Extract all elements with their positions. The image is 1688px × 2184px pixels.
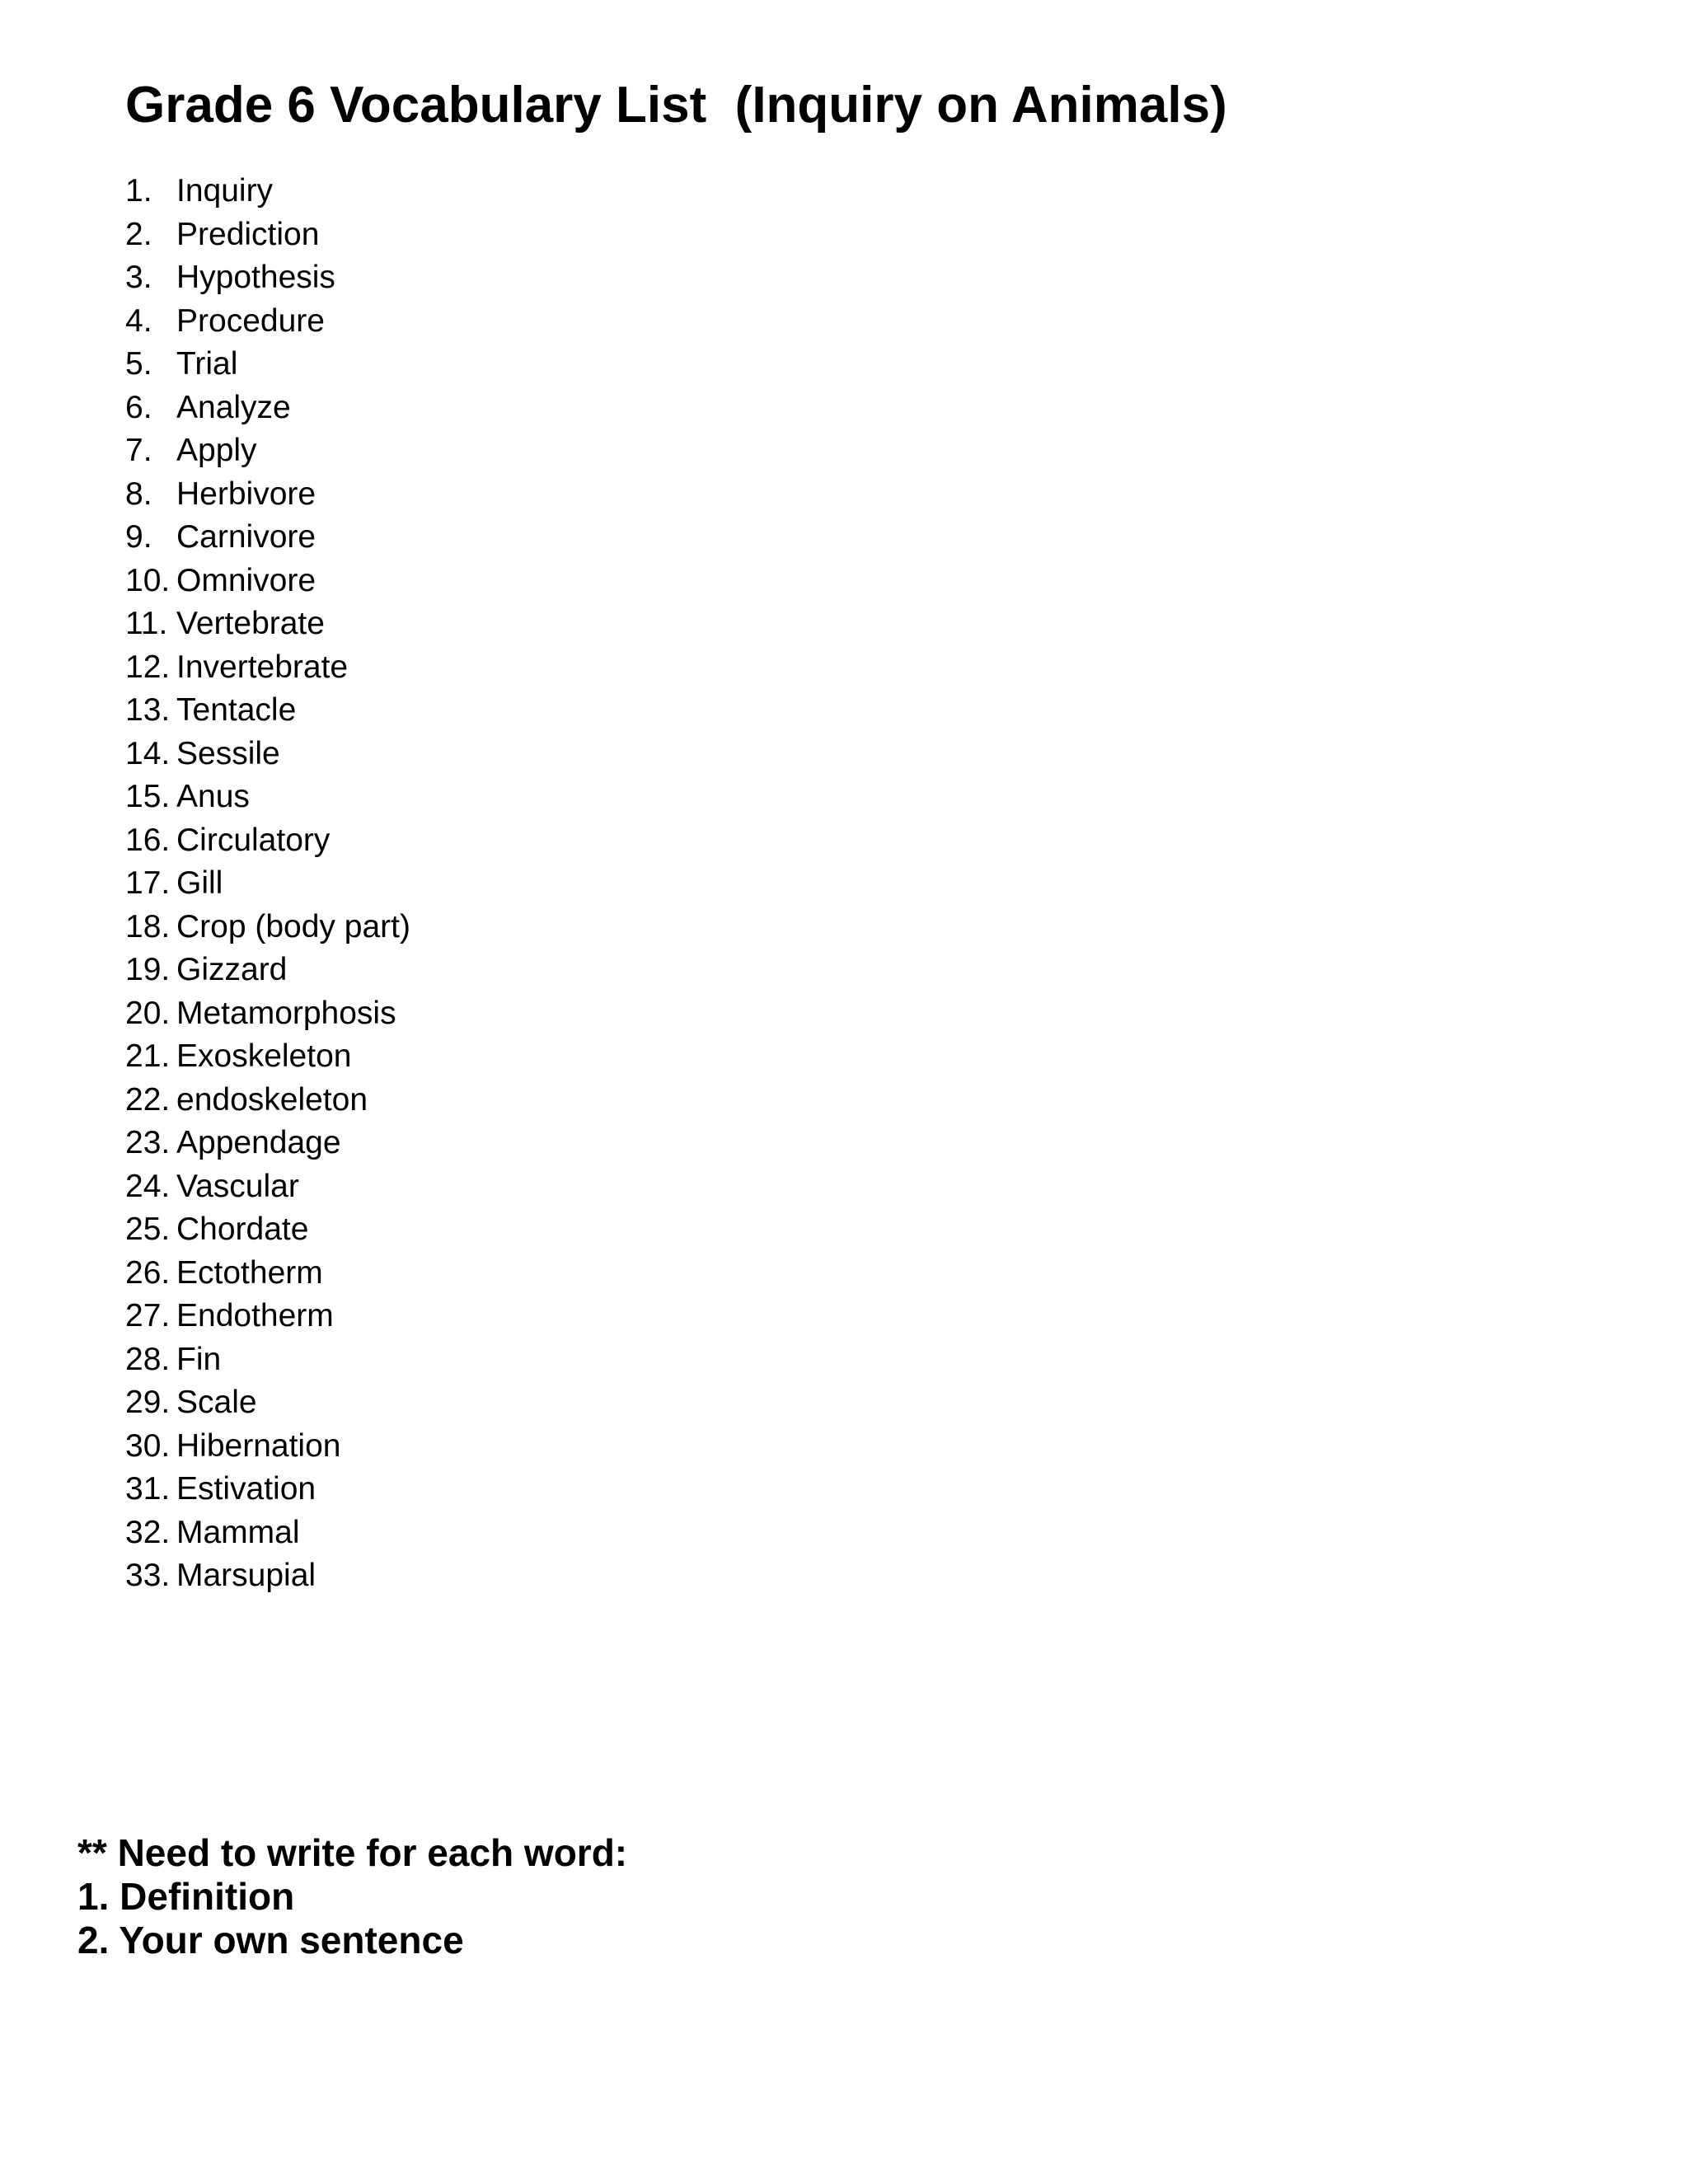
vocabulary-word: Trial [176, 346, 238, 382]
item-number: 14. [125, 735, 171, 771]
instructions-heading: ** Need to write for each word: [77, 1831, 628, 1874]
item-number: 4. [125, 302, 152, 339]
item-number: 16. [125, 822, 171, 858]
item-number: 10. [125, 562, 171, 598]
item-number: 28. [125, 1341, 171, 1377]
list-item [125, 256, 410, 300]
vocabulary-word: Exoskeleton [176, 1038, 352, 1074]
list-item [125, 1511, 410, 1555]
vocabulary-word: Hibernation [176, 1427, 341, 1464]
item-number: 11. [125, 606, 168, 641]
vocabulary-word: Mammal [176, 1514, 300, 1550]
vocabulary-word: endoskeleton [176, 1081, 368, 1118]
item-number: 18. [125, 908, 171, 944]
list-item [125, 213, 410, 257]
list-item [125, 949, 410, 992]
instructions [77, 1831, 627, 1962]
list-item [125, 560, 410, 603]
list-item [125, 733, 410, 776]
vocabulary-word: Scale [176, 1385, 257, 1420]
list-item [125, 300, 410, 344]
item-number: 30. [125, 1427, 171, 1464]
item-number: 9. [125, 519, 152, 555]
item-number: 21. [125, 1038, 171, 1074]
item-number: 17. [125, 865, 171, 901]
vocabulary-word: Apply [176, 433, 257, 468]
item-number: 31. [125, 1471, 171, 1507]
item-number: 13. [125, 692, 171, 728]
list-item [125, 429, 410, 473]
list-item [125, 1208, 410, 1252]
vocabulary-word: Fin [176, 1341, 222, 1377]
list-item [125, 602, 410, 646]
page-title: Grade 6 Vocabulary List (Inquiry on Animals) [125, 77, 1227, 134]
vocabulary-word: Metamorphosis [176, 995, 396, 1031]
vocabulary-word: Analyze [176, 389, 291, 425]
item-number: 29. [125, 1385, 171, 1420]
item-number: 32. [125, 1514, 171, 1550]
vocabulary-word: Herbivore [176, 476, 316, 512]
list-item [125, 1122, 410, 1165]
vocabulary-word: Crop (body part) [176, 908, 410, 944]
item-number: 24. [125, 1168, 171, 1204]
list-item [125, 343, 410, 387]
vocabulary-word: Circulatory [176, 822, 331, 858]
list-item [125, 1295, 410, 1338]
list-item [125, 992, 410, 1036]
list-item [125, 516, 410, 560]
item-number: 15. [125, 779, 171, 814]
item-number: 8. [125, 476, 152, 512]
vocabulary-word: Carnivore [176, 519, 316, 555]
item-number: 2. [125, 216, 152, 252]
item-number: 1. [125, 173, 152, 209]
vocabulary-word: Ectotherm [176, 1254, 323, 1291]
list-item [125, 387, 410, 430]
vocabulary-word: Gill [176, 865, 223, 901]
list-item [125, 776, 410, 819]
list-item [125, 473, 410, 517]
vocabulary-word: Invertebrate [176, 649, 349, 685]
item-number: 27. [125, 1298, 171, 1333]
vocabulary-word: Gizzard [176, 952, 288, 987]
vocabulary-word: Vertebrate [176, 606, 325, 641]
list-item [125, 1338, 410, 1382]
item-number: 3. [125, 260, 152, 295]
list-item [125, 862, 410, 906]
item-number: 22. [125, 1081, 171, 1118]
item-number: 25. [125, 1212, 171, 1247]
vocabulary-list [125, 170, 410, 1598]
list-item [125, 1425, 410, 1469]
item-number: 6. [125, 389, 152, 425]
vocabulary-word: Vascular [176, 1168, 299, 1204]
list-item [125, 1468, 410, 1511]
item-number: 5. [125, 346, 152, 382]
list-item [125, 689, 410, 733]
list-item [125, 1079, 410, 1122]
vocabulary-word: Endotherm [176, 1298, 334, 1333]
vocabulary-word: Tentacle [176, 692, 297, 728]
instruction-step-sentence: 2. Your own sentence [77, 1919, 464, 1961]
item-number: 12. [125, 649, 171, 685]
item-number: 26. [125, 1254, 171, 1291]
vocabulary-word: Prediction [176, 216, 320, 252]
vocabulary-word: Estivation [176, 1471, 316, 1507]
item-number: 23. [125, 1125, 171, 1160]
vocabulary-word: Procedure [176, 302, 325, 339]
list-item [125, 646, 410, 690]
vocabulary-word: Omnivore [176, 562, 316, 598]
vocabulary-word: Marsupial [176, 1558, 316, 1593]
item-number: 33. [125, 1558, 171, 1593]
vocabulary-word: Anus [176, 779, 250, 814]
item-number: 20. [125, 995, 171, 1031]
list-item [125, 819, 410, 863]
vocabulary-word: Sessile [176, 735, 280, 771]
vocabulary-word: Chordate [176, 1212, 309, 1247]
vocabulary-word: Hypothesis [176, 260, 335, 295]
vocabulary-word: Inquiry [176, 173, 274, 209]
list-item [125, 1035, 410, 1079]
item-number: 19. [125, 952, 171, 987]
list-item [125, 1554, 410, 1598]
list-item [125, 906, 410, 949]
item-number: 7. [125, 433, 152, 468]
list-item [125, 1165, 410, 1209]
list-item [125, 170, 410, 213]
instruction-step-definition: 1. Definition [77, 1875, 295, 1918]
list-item [125, 1381, 410, 1425]
vocabulary-word: Appendage [176, 1125, 341, 1160]
list-item [125, 1252, 410, 1296]
